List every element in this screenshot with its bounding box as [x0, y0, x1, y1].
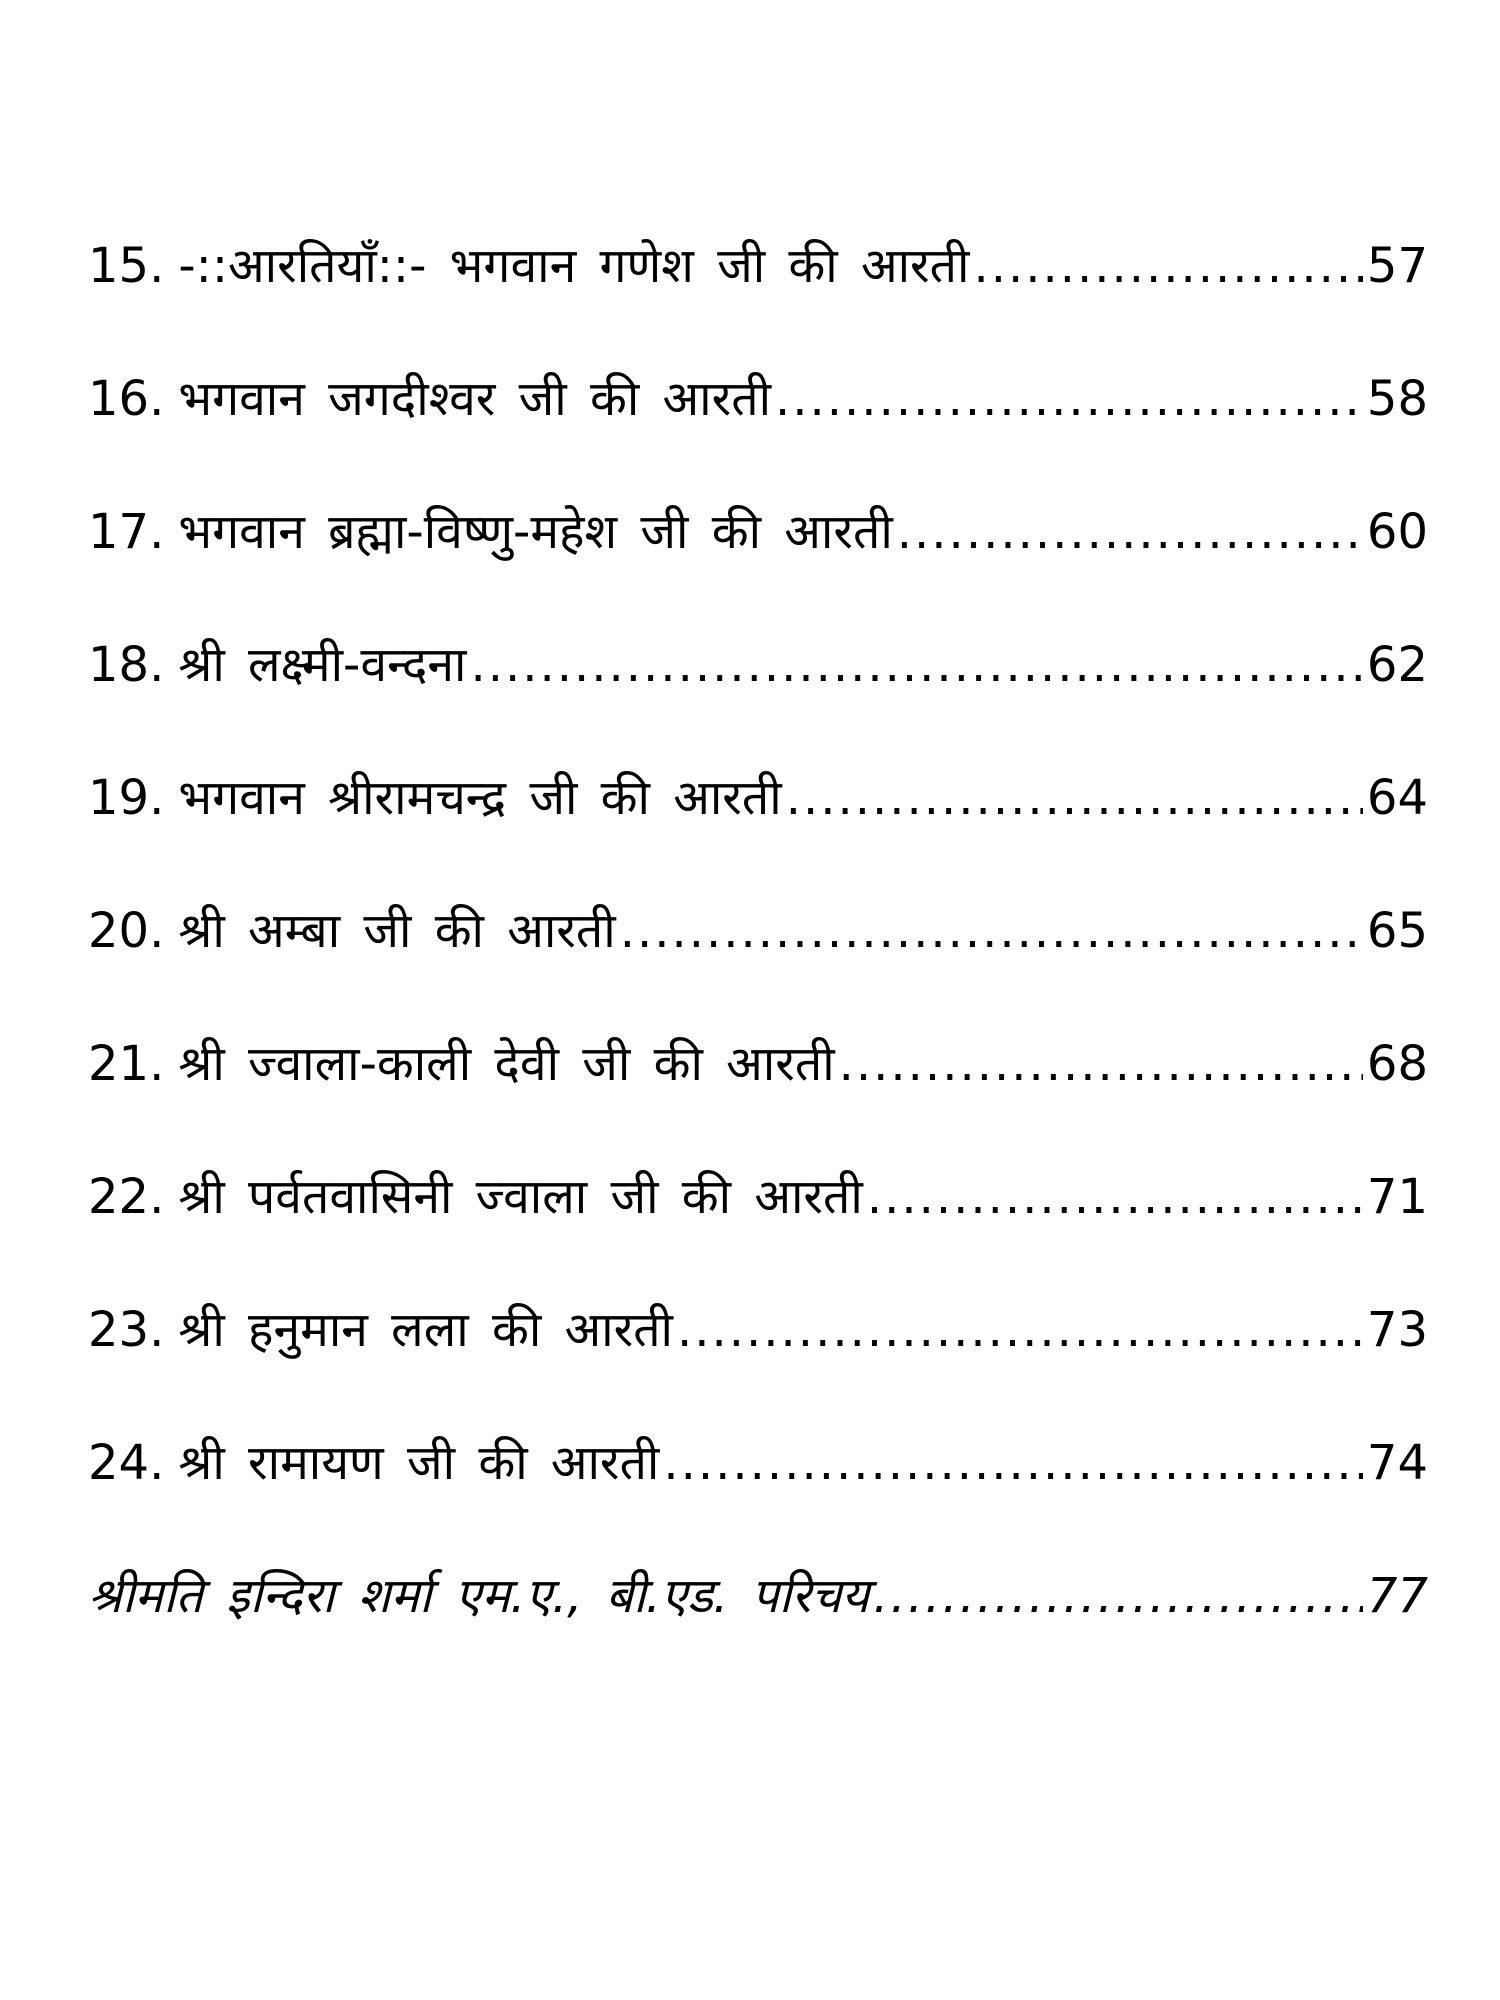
entry-number: 22.: [88, 1169, 165, 1225]
entry-number: 19.: [88, 770, 165, 826]
entry-page-number: 65: [1366, 903, 1428, 959]
toc-entry: [88, 768, 1428, 901]
dot-leader: [973, 236, 1362, 296]
dot-leader: [470, 635, 1362, 695]
entry-title: श्री पर्वतवासिनी ज्वाला जी की आरती: [178, 1169, 863, 1225]
entry-number: 16.: [88, 371, 165, 427]
dot-leader: [786, 768, 1363, 828]
entry-page-number: 62: [1366, 637, 1428, 693]
entry-number: 23.: [88, 1302, 165, 1358]
entry-page-number: 68: [1366, 1036, 1428, 1092]
toc-entry: [88, 369, 1428, 502]
entry-title: श्रीमति इन्दिरा शर्मा एम.ए., बी.एड. परिचय: [88, 1568, 870, 1624]
dot-leader: [663, 1433, 1363, 1493]
entry-page-number: 73: [1366, 1302, 1428, 1358]
entry-title: भगवान ब्रह्मा-विष्णु-महेश जी की आरती: [178, 504, 893, 560]
entry-number: 17.: [88, 504, 165, 560]
toc-entry: [88, 1433, 1428, 1566]
toc-entry-author-intro: [88, 1566, 1428, 1699]
dot-leader: [775, 369, 1363, 429]
toc-entry: [88, 1034, 1428, 1167]
entry-title: श्री हनुमान लला की आरती: [178, 1302, 673, 1358]
entry-page-number: 57: [1366, 238, 1428, 294]
entry-page-number: 71: [1366, 1169, 1428, 1225]
entry-number: 20.: [88, 903, 165, 959]
entry-title: श्री ज्वाला-काली देवी जी की आरती: [178, 1036, 835, 1092]
entry-title: श्री अम्बा जी की आरती: [178, 903, 616, 959]
dot-leader: [839, 1034, 1363, 1094]
entry-number: 18.: [88, 637, 165, 693]
toc-entry: [88, 1300, 1428, 1433]
dot-leader: [897, 502, 1363, 562]
toc-entry: [88, 1167, 1428, 1300]
entry-page-number: 74: [1366, 1435, 1428, 1491]
table-of-contents: [88, 236, 1428, 1699]
entry-page-number: 60: [1366, 504, 1428, 560]
entry-number: 24.: [88, 1435, 165, 1491]
entry-title: -::आरतियाँ::- भगवान गणेश जी की आरती: [178, 238, 970, 294]
dot-leader: [867, 1167, 1363, 1227]
entry-page-number: 58: [1366, 371, 1428, 427]
dot-leader: [873, 1566, 1363, 1626]
entry-title: भगवान जगदीश्वर जी की आरती: [178, 371, 772, 427]
entry-title: श्री लक्ष्मी-वन्दना: [178, 637, 467, 693]
toc-entry: [88, 502, 1428, 635]
toc-entry: [88, 635, 1428, 768]
dot-leader: [620, 901, 1363, 961]
entry-page-number: 64: [1366, 770, 1428, 826]
entry-title: भगवान श्रीरामचन्द्र जी की आरती: [178, 770, 782, 826]
toc-entry: [88, 236, 1428, 369]
entry-number: 15.: [88, 238, 165, 294]
dot-leader: [677, 1300, 1363, 1360]
entry-title: श्री रामायण जी की आरती: [178, 1435, 660, 1491]
toc-entry: [88, 901, 1428, 1034]
entry-page-number: 77: [1366, 1568, 1428, 1624]
entry-number: 21.: [88, 1036, 165, 1092]
